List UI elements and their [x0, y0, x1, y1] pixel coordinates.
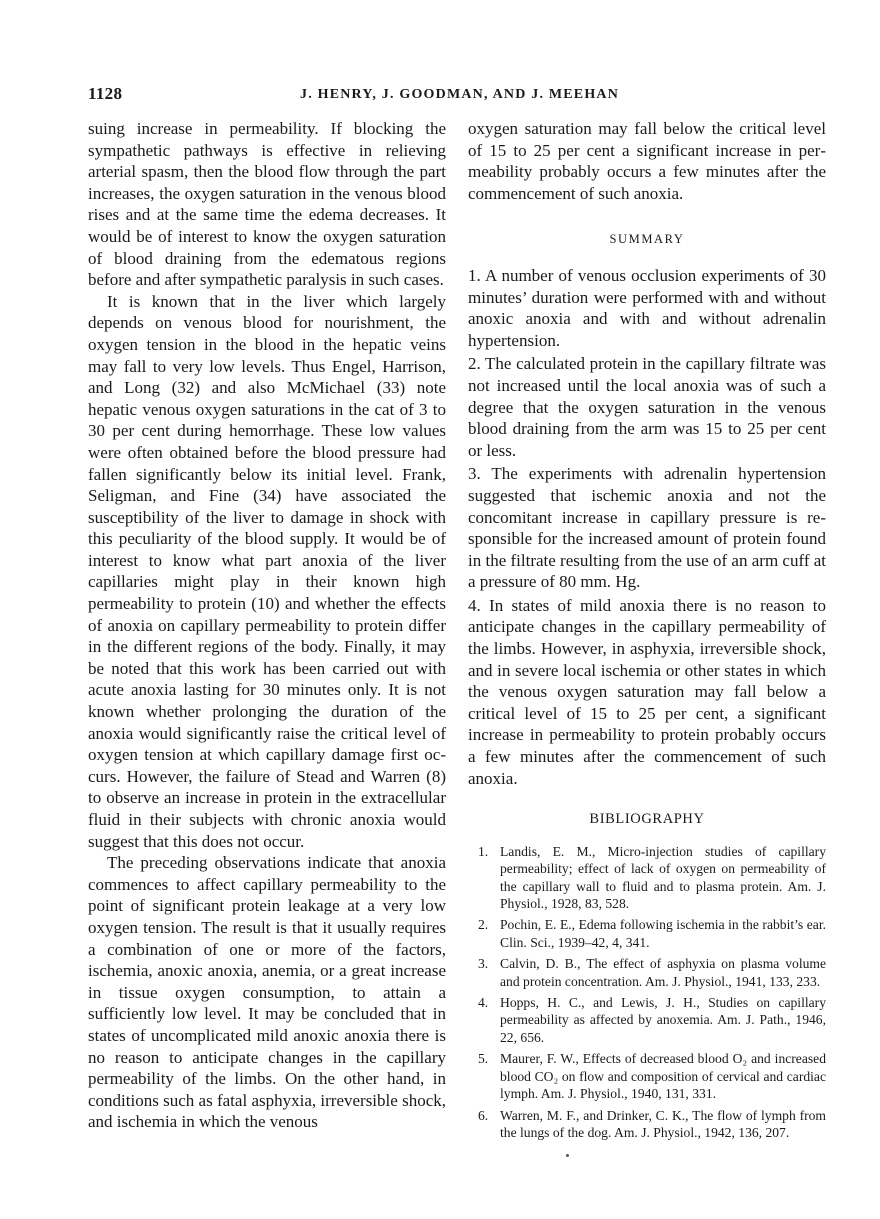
- bibliography-number: 6.: [478, 1107, 489, 1123]
- bibliography-text: Calvin, D. B., The effect of asphyxia on plasma volume and protein concentration. Am. J. Physiol., 1941, 133, 233.: [500, 956, 826, 989]
- bibliography-number: 5.: [478, 1051, 489, 1067]
- bibliography-list: [468, 843, 826, 1142]
- bibliography-text: Pochin, E. E., Edema following ischemia in the rabbit’s ear. Clin. Sci., 1939–42, 4, 341.: [500, 917, 826, 950]
- left-column: [88, 118, 446, 1133]
- body-paragraph-conclusion: The preceding observations indicate that anoxia commences to affect capillary permeability to the point of significant protein leakage at a very low oxygen tension. The result is that it usually requires a combination of one or more of the factors, ischemia, anoxic anoxia, anemia, or a great increase in tissue oxygen consumption, to attain a sufficiently low level. It may be concluded that in states of uncomplicated mild anoxic anoxia there is no reason to anticipate changes in the capillary permeability of the limbs. On the other hand, in conditions such as fatal asphyxia, irreversible shock, and ischemia in which the venous: [88, 853, 446, 1132]
- running-head: J. HENRY, J. GOODMAN, AND J. MEEHAN: [300, 87, 620, 102]
- bibliography-number: 4.: [478, 995, 489, 1011]
- summary-item: 2. The calculated protein in the capillary filtrate was not increased until the local anoxia was of such a degree that the oxygen saturation in the venous blood draining from the arm was 15 to 25 per cent or less.: [468, 354, 826, 460]
- body-paragraph-liver: It is known that in the liver which largely depends on venous blood for nourishment, the oxygen tension in the blood in the hepatic veins may fall to very low levels. Thus Engel, Harrison, and Long (32) and also McMichael (33) note hepatic venous oxygen saturations in the cat of 3 to 30 per cent during hemorrhage. These low values were often obtained before the blood pressure had fallen significantly below its initial level. Frank, Seligman, and Fine (34) have associated the susceptibility of the liver to damage in shock with this peculiarity of the blood supply. It would be of interest to know what part anoxia of the liver capillaries might play in their known high permeability to protein (10) and whether the effects of anoxia on capillary permeability to protein differ in the different regions of the body. Finally, it may be noted that this work has been carried out with acute anoxia lasting for 30 minutes only. It is not known whether prolonging the duration of the anoxia would significantly raise the critical level of oxygen tension at which capillary damage first occurs. However, the failure of Stead and Warren (8) to observe an increase in protein in the extracellular fluid in their subjects with chronic anoxia would suggest that this does not occur.: [88, 291, 446, 851]
- summary-item: 1. A number of venous occlusion experiments of 30 minutes’ duration were performed with and without anoxic anoxia and with and without adrenalin hypertension.: [468, 265, 826, 350]
- bibliography-entry: [478, 843, 826, 913]
- bibliography-number: 3.: [478, 956, 489, 972]
- bibliography-entry: [478, 994, 826, 1046]
- bibliography-heading: BIBLIOGRAPHY: [589, 811, 705, 828]
- bibliography-number: 2.: [478, 917, 489, 933]
- summary-item: 3. The experiments with adrenalin hypertension suggested that ischemic anoxia and not the concomitant increase in capillary pressure is responsible for the increased amount of protein found in the filtrate resulting from the use of an arm cuff at a pressure of 80 mm. Hg.: [468, 464, 826, 592]
- end-mark: [566, 1154, 569, 1157]
- bibliography-entry: [478, 916, 826, 951]
- bibliography-text: Maurer, F. W., Effects of decreased blood O₂ and increased blood CO₂ on flow and composition of cervical and cardiac lymph. Am. J. Physiol., 1940, 131, 331.: [500, 1051, 826, 1102]
- page-number: 1128: [88, 84, 123, 103]
- summary-item: 4. In states of mild anoxia there is no reason to anticipate changes in the capillary permeability of the limbs. However, in asphyxia, irreversible shock, and in severe local ischemia or other states in which the venous oxygen saturation may fall below a critical level of 15 to 25 per cent, a significant increase in permeability to protein probably occurs a few minutes after the commencement of such anoxia.: [468, 595, 826, 788]
- body-paragraph-continued: suing increase in permeability. If blocking the sympathetic pathways is effective in relieving arterial spasm, then the blood flow through the part increases, the oxygen saturation in the venous blood rises and at the same time the edema decreases. It would be of interest to know the oxygen saturation of blood draining from the edematous regions before and after sympathetic paralysis in such cases.: [88, 119, 446, 290]
- bibliography-entry: [478, 955, 826, 990]
- bibliography-text: Hopps, H. C., and Lewis, J. H., Studies on capillary permeability as affected by anoxemia. Am. J. Path., 1946, 22, 656.: [500, 995, 826, 1045]
- right-column: [468, 118, 826, 1145]
- bibliography-number: 1.: [478, 843, 489, 859]
- bibliography-entry: [478, 1107, 826, 1142]
- bibliography-entry: [478, 1050, 826, 1102]
- bibliography-text: Warren, M. F., and Drinker, C. K., The flow of lymph from the lungs of the dog. Am. J. Physiol., 1942, 136, 207.: [500, 1107, 826, 1140]
- bibliography-text: Landis, E. M., Micro-injection studies of capillary permeability; effect of lack of oxygen on permeability of the capillary wall to fluid and to plasma protein. Am. J. Physiol., 1928, 83, 528.: [500, 843, 826, 912]
- summary-heading: SUMMARY: [609, 232, 685, 247]
- body-paragraph-continuation: oxygen saturation may fall below the critical level of 15 to 25 per cent a significant increase in permeability probably occurs a few minutes after the commencement of such anoxia.: [468, 119, 826, 203]
